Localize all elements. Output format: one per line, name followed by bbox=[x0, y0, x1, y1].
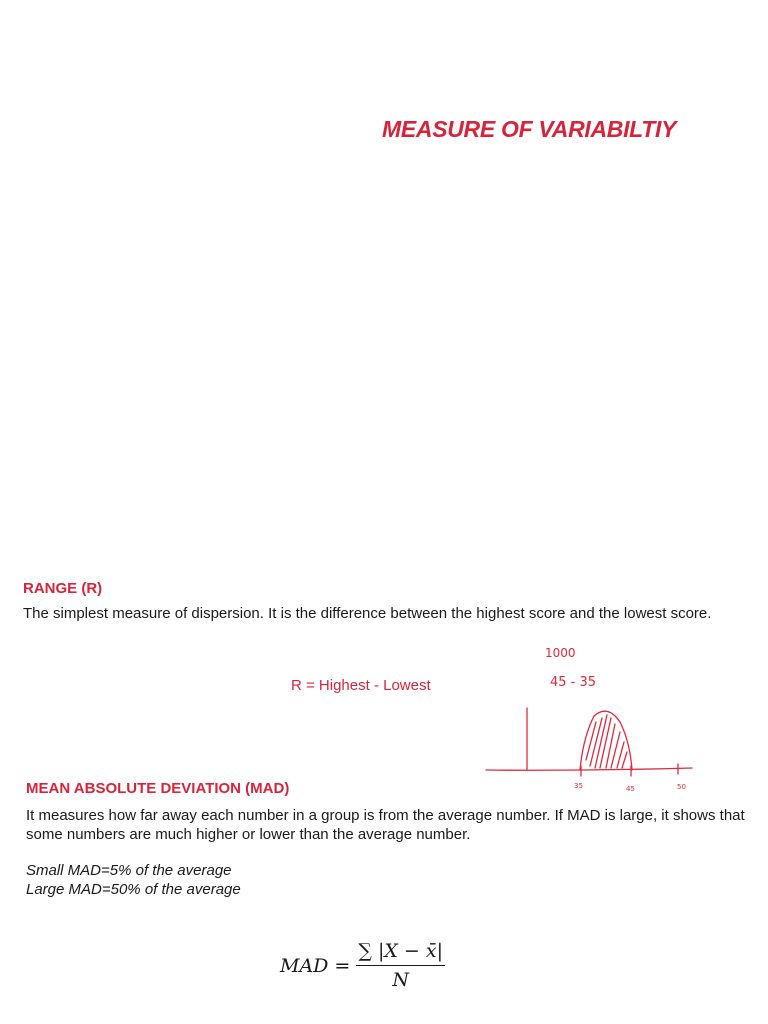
mad-description: It measures how far away each number in a group is from the average number. If MAD is large, it shows that some numbers are much higher or lower than the average number. bbox=[26, 807, 745, 843]
range-formula: R = Highest - Lowest bbox=[291, 677, 431, 694]
mad-formula bbox=[280, 940, 445, 991]
mad-formula-fraction bbox=[356, 940, 445, 991]
range-heading: RANGE (R) bbox=[23, 580, 103, 597]
mad-heading: MEAN ABSOLUTE DEVIATION (MAD) bbox=[26, 780, 290, 797]
sketch-tick-label-35: 35 bbox=[574, 782, 583, 790]
sketch-tick-label-50: 50 bbox=[677, 783, 686, 791]
handwritten-note-1000: 1000 bbox=[545, 646, 576, 660]
mad-note-small: Small MAD=5% of the average bbox=[26, 862, 232, 879]
mad-notes bbox=[26, 861, 241, 899]
mad-note-large: Large MAD=50% of the average bbox=[26, 881, 241, 898]
mad-formula-equals: = bbox=[334, 954, 351, 977]
sketch-x-axis bbox=[486, 768, 692, 770]
range-description: The simplest measure of dispersion. It is the difference between the highest score and the lowest score. bbox=[23, 605, 712, 622]
sketch-tick-label-45: 45 bbox=[626, 785, 635, 793]
distribution-sketch bbox=[480, 700, 710, 795]
mad-formula-lhs: MAD bbox=[280, 954, 329, 977]
mad-formula-numerator: ∑ |X − x̄| bbox=[358, 940, 443, 962]
page-title: MEASURE OF VARIABILTIY bbox=[382, 116, 677, 142]
handwritten-note-difference: 45 - 35 bbox=[550, 675, 597, 690]
mad-formula-denominator: N bbox=[392, 969, 409, 991]
